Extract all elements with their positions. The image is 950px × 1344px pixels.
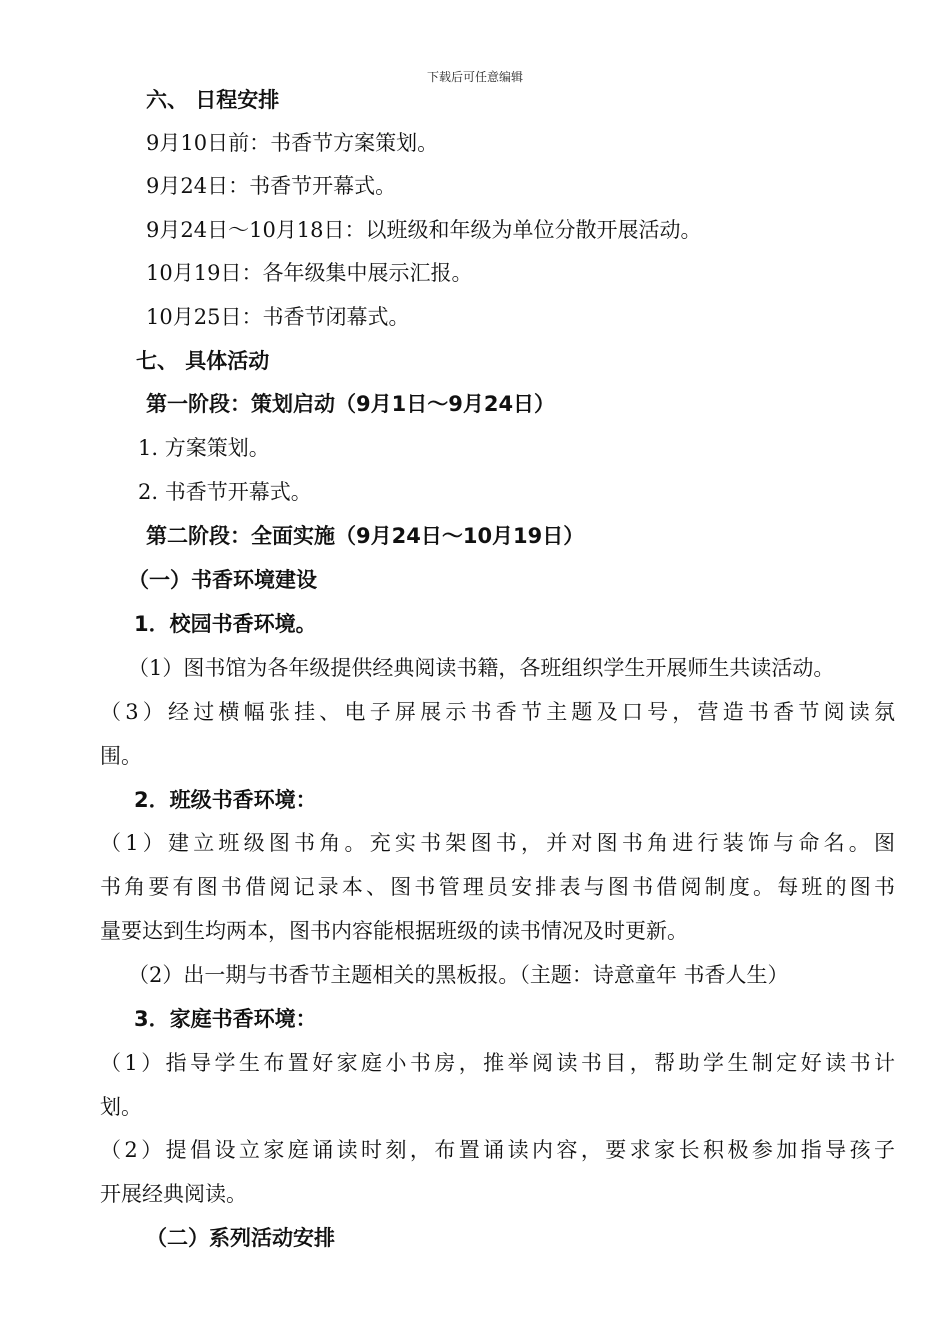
schedule-item: 9月24日：书香节开幕式。 [146,174,397,198]
family-paragraph-1: （1）指导学生布置好家庭小书房，推举阅读书目，帮助学生制定好读书计 [100,1051,895,1075]
stage2-title: 第二阶段：全面实施（9月24日～10月19日） [146,524,585,548]
campus-paragraph-1: （1）图书馆为各年级提供经典阅读书籍，各班组织学生开展师生共读活动。 [128,656,835,680]
schedule-item: 9月10日前：书香节方案策划。 [146,131,439,155]
campus-paragraph-3-cont: 围。 [100,744,142,768]
stage1-item: 1. 方案策划。 [138,436,270,460]
class-paragraph-2: （2）出一期与书香节主题相关的黑板报。（主题：诗意童年 书香人生） [128,963,789,987]
section7-heading: 七、 具体活动 [136,349,270,373]
stage1-title: 第一阶段：策划启动（9月1日～9月24日） [146,392,556,416]
campus-title: 1．校园书香环境。 [134,612,317,636]
schedule-item: 9月24日～10月18日：以班级和年级为单位分散开展活动。 [146,218,702,242]
stage1-item: 2. 书香节开幕式。 [138,480,312,504]
family-paragraph-1-cont: 划。 [100,1095,142,1119]
part2-title: （二）系列活动安排 [146,1226,335,1250]
class-paragraph-1: （1）建立班级图书角。充实书架图书，并对图书角进行装饰与命名。图 [100,831,895,855]
part1-title: （一）书香环境建设 [128,568,317,592]
family-paragraph-2-cont: 开展经典阅读。 [100,1182,247,1206]
schedule-item: 10月25日：书香节闭幕式。 [146,305,410,329]
campus-paragraph-3: （3）经过横幅张挂、电子屏展示书香节主题及口号，营造书香节阅读氛 [100,700,895,724]
schedule-item: 10月19日：各年级集中展示汇报。 [146,261,473,285]
class-paragraph-1-cont: 书角要有图书借阅记录本、图书管理员安排表与图书借阅制度。每班的图书 [100,875,895,899]
header-note: 下载后可任意编辑 [426,70,523,84]
family-paragraph-2: （2）提倡设立家庭诵读时刻，布置诵读内容，要求家长积极参加指导孩子 [100,1138,895,1162]
section6-heading: 六、 日程安排 [146,88,280,112]
class-title: 2．班级书香环境： [134,788,317,812]
family-title: 3．家庭书香环境： [134,1007,317,1031]
class-paragraph-1-cont2: 量要达到生均两本，图书内容能根据班级的读书情况及时更新。 [100,919,688,943]
